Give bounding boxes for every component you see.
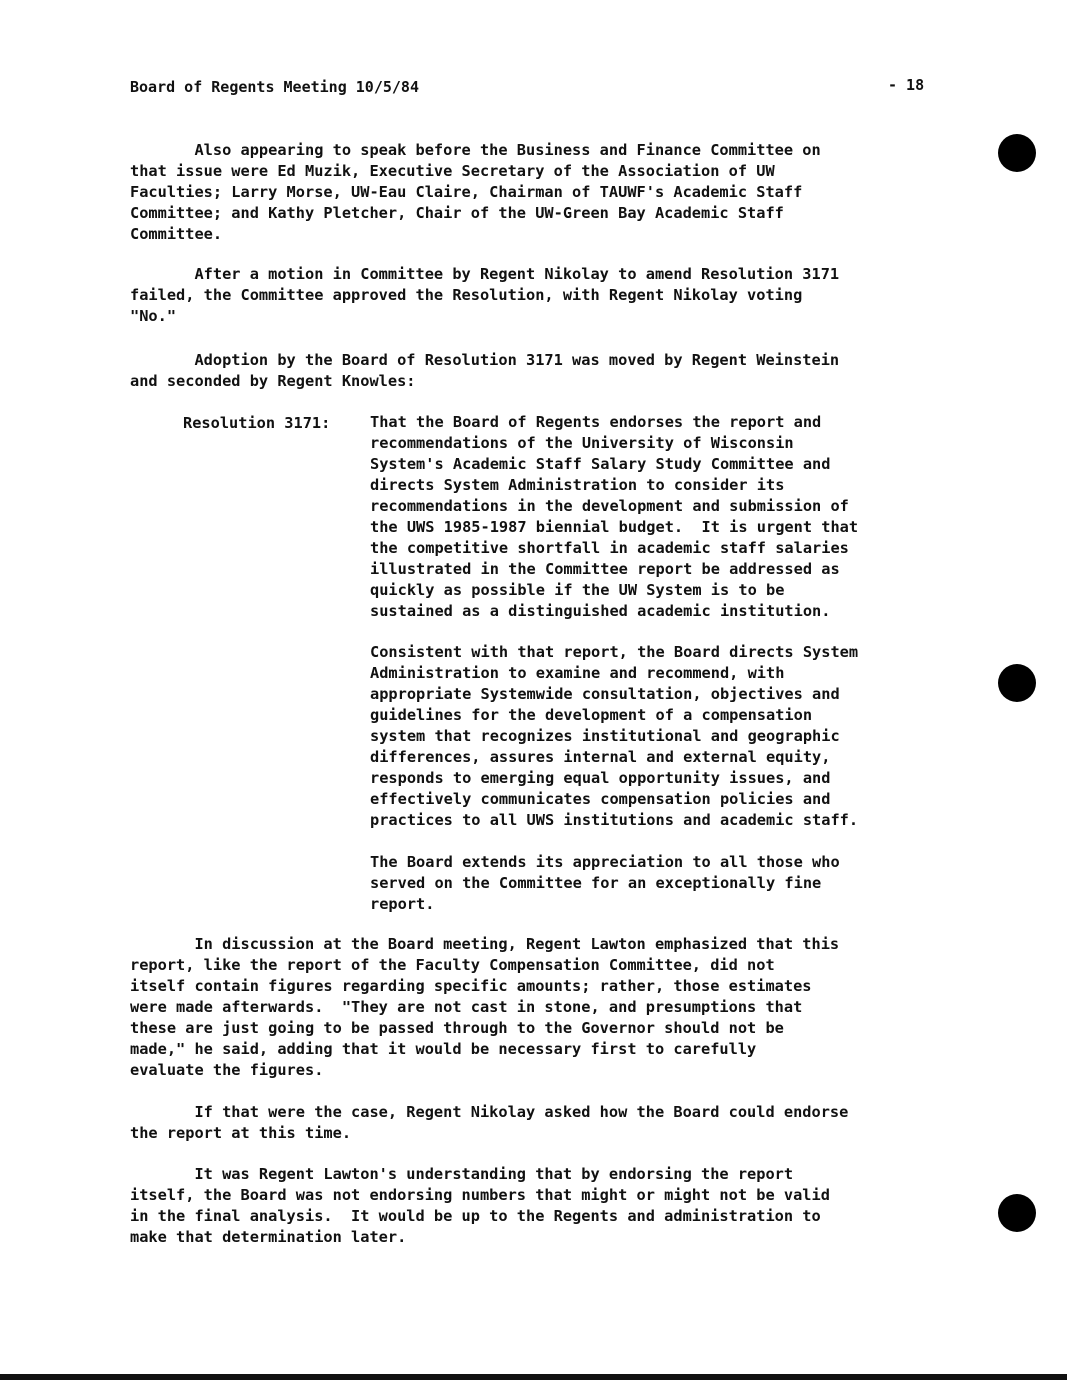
punch-hole-middle (998, 664, 1036, 702)
paragraph-lawton-answer: It was Regent Lawton's understanding that by endorsing the report itself, the Board was not endorsing numbers that might or might not be valid in the final analysis. It would be up to the Regents and administration to make that determination later. (130, 1165, 830, 1246)
resolution-label: Resolution 3171: (183, 414, 331, 432)
scan-bottom-edge (0, 1374, 1067, 1380)
punch-hole-bottom (998, 1194, 1036, 1232)
paragraph-adoption: Adoption by the Board of Resolution 3171 was moved by Regent Weinstein and seconded by Regent Knowles: (130, 351, 840, 390)
resolution-text-3: The Board extends its appreciation to all those who served on the Committee for an exceptionally fine report. (370, 853, 840, 913)
paragraph-speakers: Also appearing to speak before the Business and Finance Committee on that issue were Ed Muzik, Executive Secretary of the Association of UW Faculties; Larry Morse, UW-Eau Claire, Chairman of TAUWF's Academic Staff Committee; and Kathy Pletcher, Chair of the UW-Green Bay Academic Staff Committee. (130, 141, 821, 243)
page-header-title: Board of Regents Meeting 10/5/84 (130, 78, 419, 96)
paragraph-discussion: In discussion at the Board meeting, Regent Lawton emphasized that this report, like the report of the Faculty Compensation Committee, did not itself contain figures regarding specific amounts; rather, those estimates were made afterwards. "They are not cast in stone, and presumptions that these are just going to be passed through to the Governor should not be made," he said, adding that it would be necessary first to carefully evaluate the figures. (130, 935, 840, 1079)
page-number: - 18 (888, 76, 925, 94)
resolution-text-2: Consistent with that report, the Board directs System Administration to examine and recommend, with appropriate Systemwide consultation, objectives and guidelines for the development of a compensation system that recognizes institutional and geographic differences, assures internal and external equity, responds to emerging equal opportunity issues, and effectively communicates compensation policies and practices to all UWS institutions and academic staff. (370, 643, 859, 829)
resolution-text-1: That the Board of Regents endorses the report and recommendations of the University of Wisconsin System's Academic Staff Salary Study Committee and directs System Administration to consider its recommendations in the development and submission of the UWS 1985-1987 biennial budget. It is urgent that the competitive shortfall in academic staff salaries illustrated in the Committee report be addressed as quickly as possible if the UW System is to be sustained as a distinguished academic institution. (370, 413, 859, 620)
paragraph-committee-motion: After a motion in Committee by Regent Nikolay to amend Resolution 3171 failed, the Committee approved the Resolution, with Regent Nikolay voting "No." (130, 265, 840, 325)
paragraph-nikolay-question: If that were the case, Regent Nikolay asked how the Board could endorse the report at this time. (130, 1103, 849, 1142)
punch-hole-top (998, 134, 1036, 172)
